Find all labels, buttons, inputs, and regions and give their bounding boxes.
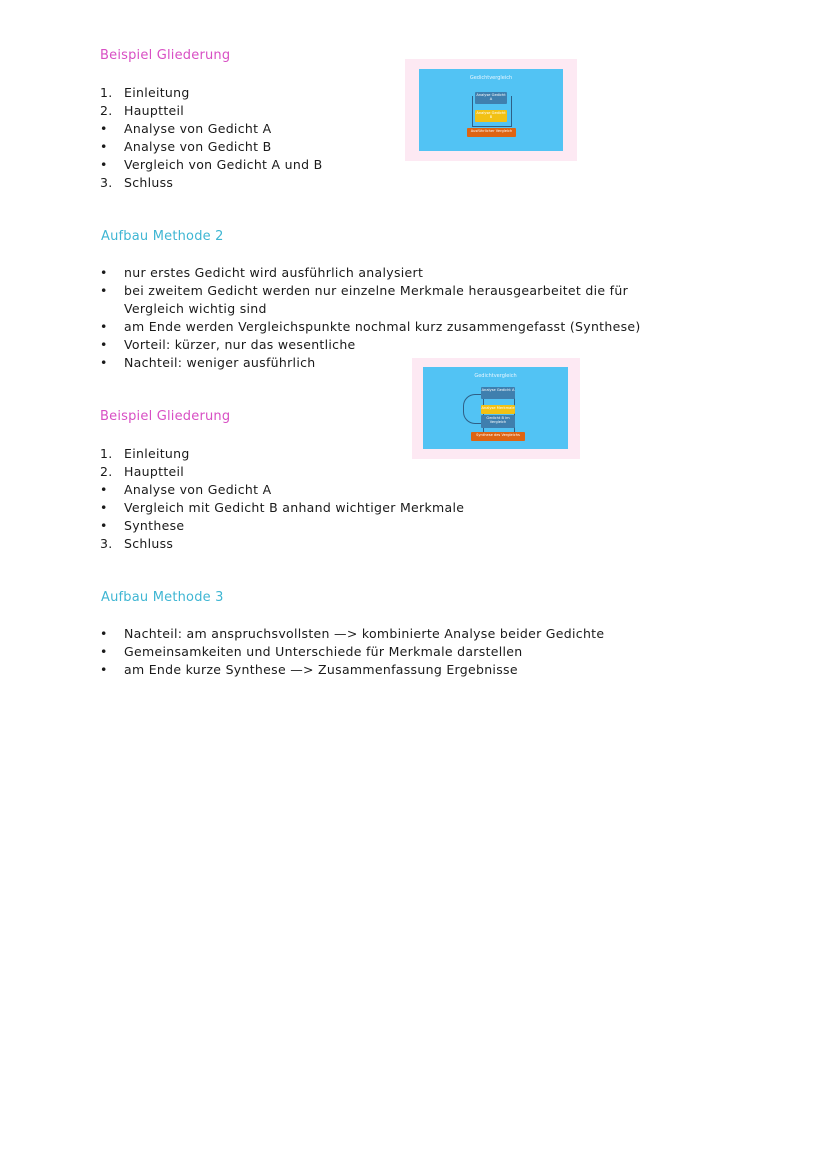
section4-heading: Aufbau Methode 3 <box>101 590 224 605</box>
list-item-text: am Ende werden Vergleichspunkte nochmal kurz zusammengefasst (Synthese) <box>124 319 641 334</box>
list-item-text: Vorteil: kürzer, nur das wesentliche <box>124 337 356 352</box>
list-marker: • <box>100 500 108 515</box>
list-item-text: nur erstes Gedicht wird ausführlich analysiert <box>124 265 424 280</box>
list-item <box>100 445 464 463</box>
diagram-box-features: Analyse Merkmale <box>481 405 515 414</box>
list-item <box>100 318 641 336</box>
list-marker: • <box>100 662 108 677</box>
list-item-text: Schluss <box>124 175 174 190</box>
list-marker: • <box>100 121 108 136</box>
list-item <box>100 264 641 282</box>
list-item <box>100 156 322 174</box>
list-item <box>100 517 464 535</box>
list-marker: 2. <box>100 103 113 118</box>
list-item <box>100 120 322 138</box>
list-item <box>100 499 464 517</box>
section2-heading: Aufbau Methode 2 <box>101 229 224 244</box>
section3-list <box>100 445 464 553</box>
section4-list <box>100 625 604 679</box>
diagram-box-analysis-a: Analyse Gedicht A <box>475 92 507 104</box>
diagram-box-analysis-a: Analyse Gedicht A <box>481 387 515 399</box>
list-item-text: Vergleich mit Gedicht B anhand wichtiger Merkmale <box>124 500 465 515</box>
list-marker: 3. <box>100 175 113 190</box>
diagram-box-comparison: Ausführlicher Vergleich <box>467 128 516 137</box>
list-marker: • <box>100 157 108 172</box>
list-marker: • <box>100 139 108 154</box>
diagram-box-analysis-b: Analyse Gedicht B <box>475 110 507 122</box>
list-item <box>100 336 641 354</box>
list-item-text: bei zweitem Gedicht werden nur einzelne Merkmale herausgearbeitet die für <box>124 283 629 298</box>
list-marker: • <box>100 265 108 280</box>
list-item <box>100 102 322 120</box>
diagram-slide <box>419 69 563 151</box>
diagram-title: Gedichtvergleich <box>474 373 517 379</box>
list-marker: • <box>100 283 108 298</box>
list-item-text: Hauptteil <box>124 103 185 118</box>
list-item <box>100 463 464 481</box>
list-marker: • <box>100 644 108 659</box>
diagram-thumbnail-1 <box>405 59 577 161</box>
list-item <box>100 282 641 318</box>
list-item-text: Einleitung <box>124 85 190 100</box>
list-item-text: Einleitung <box>124 446 190 461</box>
list-item <box>100 138 322 156</box>
list-marker: • <box>100 319 108 334</box>
diagram-box-synthesis: Synthese des Vergleichs <box>471 432 525 441</box>
list-item-text: Nachteil: am anspruchsvollsten —> kombinierte Analyse beider Gedichte <box>124 626 605 641</box>
list-marker: 2. <box>100 464 113 479</box>
list-item-text: Nachteil: weniger ausführlich <box>124 355 316 370</box>
list-marker: 1. <box>100 446 113 461</box>
list-item <box>100 625 604 643</box>
list-item <box>100 84 322 102</box>
list-item <box>100 174 322 192</box>
diagram-title: Gedichtvergleich <box>469 75 513 81</box>
diagram-thumbnail-2 <box>412 358 580 459</box>
diagram-slide <box>423 367 568 449</box>
list-item-text: Vergleich von Gedicht A und B <box>124 157 323 172</box>
list-item <box>100 643 604 661</box>
list-item <box>100 481 464 499</box>
list-item-text: Analyse von Gedicht A <box>124 121 272 136</box>
diagram-box-comparison-b: Gedicht B im Vergleich <box>481 415 515 428</box>
list-marker: • <box>100 518 108 533</box>
list-item-text: Analyse von Gedicht A <box>124 482 272 497</box>
list-item <box>100 535 464 553</box>
list-marker: • <box>100 355 108 370</box>
list-marker: • <box>100 337 108 352</box>
section1-list <box>100 84 322 192</box>
section1-heading: Beispiel Gliederung <box>100 48 231 63</box>
list-item-text: Schluss <box>124 536 174 551</box>
list-marker: • <box>100 482 108 497</box>
list-marker: 1. <box>100 85 113 100</box>
list-item-text: Analyse von Gedicht B <box>124 139 272 154</box>
list-item-text: Synthese <box>124 518 185 533</box>
list-item-text-continued: Vergleich wichtig sind <box>124 301 267 316</box>
list-item-text: Gemeinsamkeiten und Unterschiede für Merkmale darstellen <box>124 644 523 659</box>
list-item <box>100 661 604 679</box>
section3-heading: Beispiel Gliederung <box>100 409 231 424</box>
section2-list <box>100 264 641 372</box>
list-item-text: Hauptteil <box>124 464 185 479</box>
list-item-text: am Ende kurze Synthese —> Zusammenfassung Ergebnisse <box>124 662 518 677</box>
list-marker: 3. <box>100 536 113 551</box>
list-marker: • <box>100 626 108 641</box>
diagram-loop-arrow <box>463 394 482 424</box>
